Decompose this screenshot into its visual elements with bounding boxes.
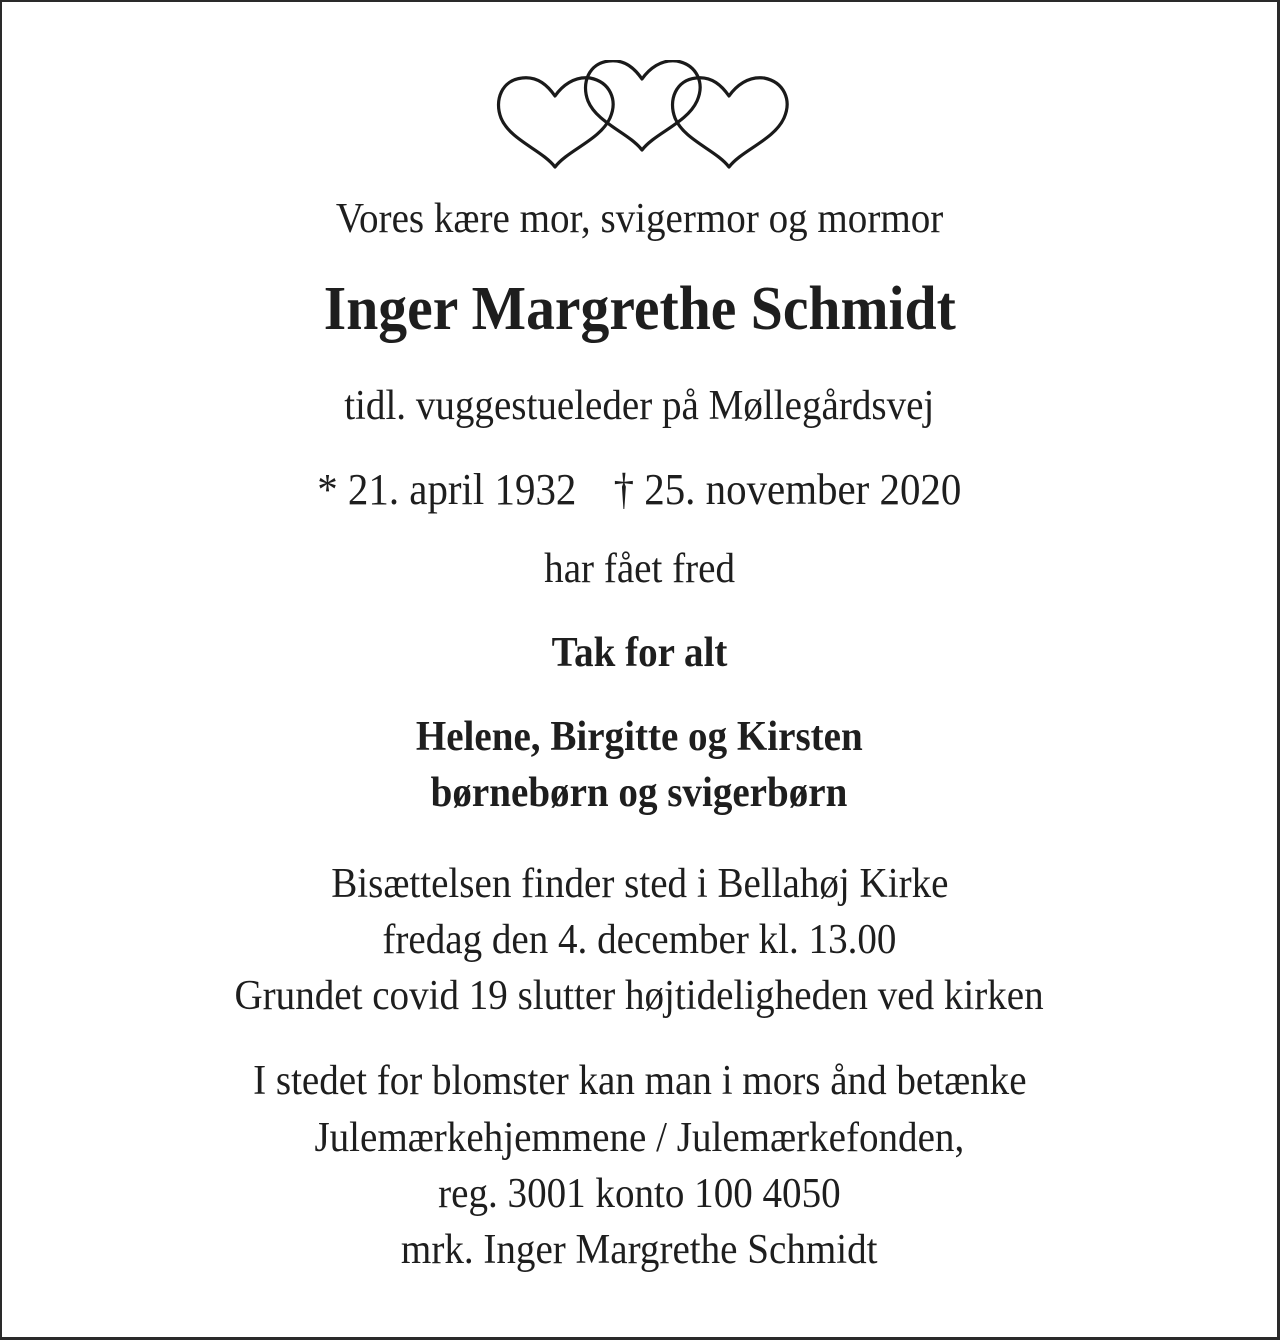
donation-line-2: Julemærkehjemmene / Julemærkefonden,: [314, 1115, 965, 1161]
funeral-line-3: Grundet covid 19 slutter højtideligheden ved kirken: [234, 973, 1045, 1019]
donation-line-3: reg. 3001 konto 100 4050: [438, 1171, 841, 1217]
funeral-line-2: fredag den 4. december kl. 13.00: [382, 917, 897, 963]
thanks-line: Tak for alt: [551, 630, 728, 676]
intro-line: Vores kære mor, svigermor og mormor: [335, 196, 944, 242]
donation-line-1: I stedet for blomster kan man i mors ånd betænke: [252, 1058, 1027, 1104]
dates-line: [2, 464, 1277, 515]
birth-date: * 21. april 1932: [317, 465, 577, 514]
occupation-line: tidl. vuggestueleder på Møllegårdsvej: [344, 383, 935, 429]
donation-line-4: mrk. Inger Margrethe Schmidt: [401, 1227, 878, 1273]
funeral-line-1: Bisættelsen finder sted i Bellahøj Kirke: [330, 861, 949, 907]
signatories-line-1: Helene, Birgitte og Kirsten: [416, 714, 863, 760]
signatories-line-2: børnebørn og svigerbørn: [431, 770, 848, 816]
deceased-name: Inger Margrethe Schmidt: [323, 275, 956, 343]
three-hearts-icon: [492, 60, 792, 174]
death-date: † 25. november 2020: [613, 465, 962, 514]
peace-line: har fået fred: [544, 546, 735, 592]
